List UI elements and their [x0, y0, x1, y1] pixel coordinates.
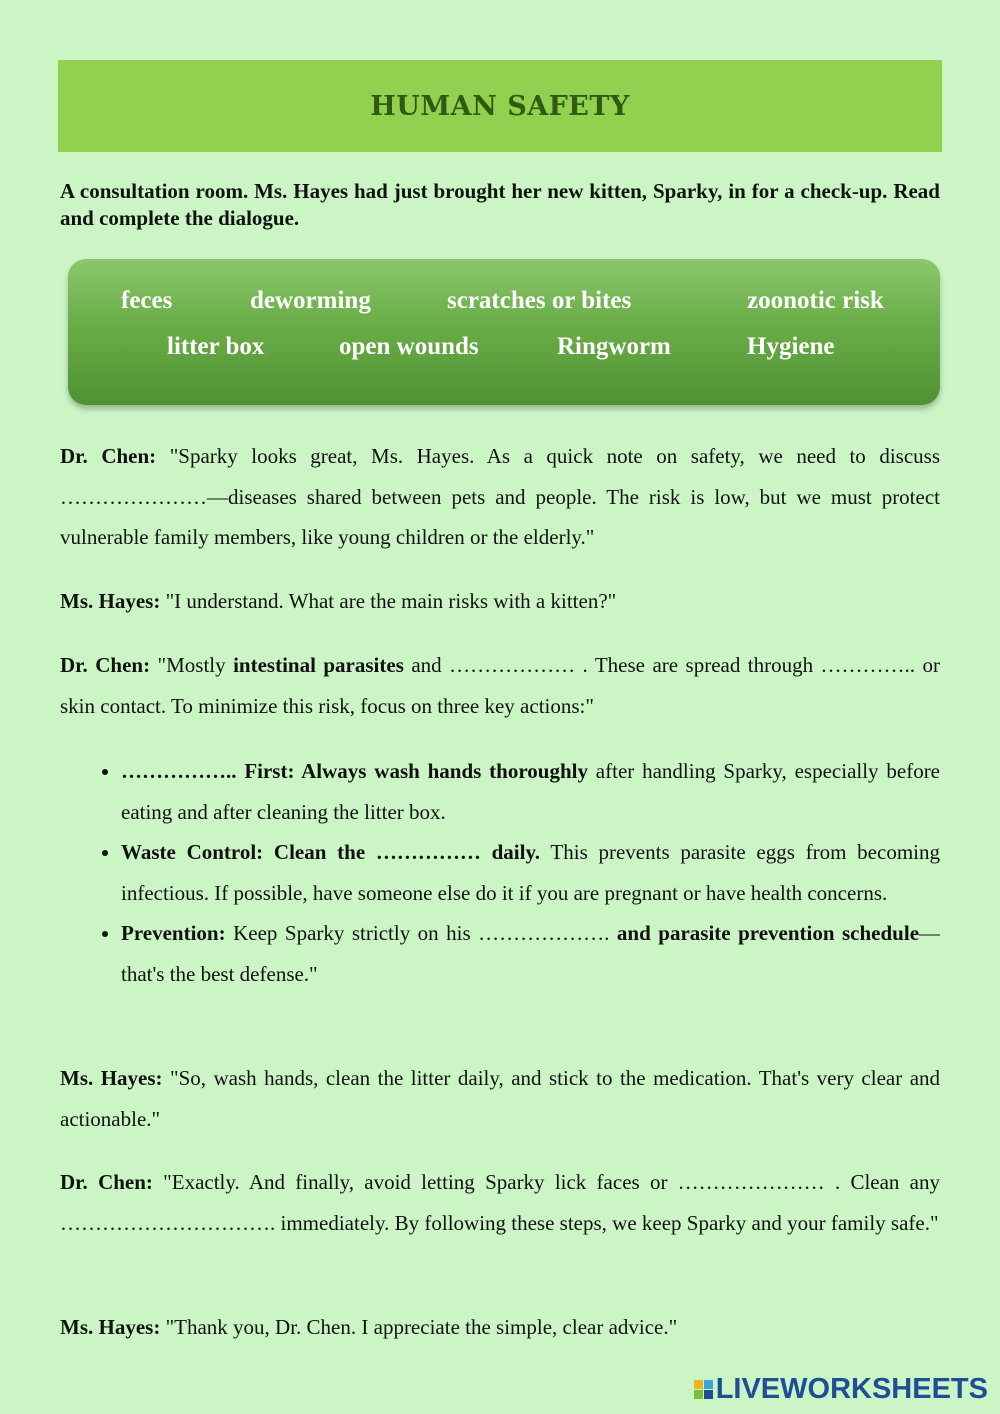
- list-item-bold: Waste Control: Clean the …………… daily.: [121, 840, 541, 864]
- list-item-bold: …………….. First: Always wash hands thoroughly: [121, 759, 588, 783]
- dialogue-text: "Exactly. And finally, avoid letting Sparky lick faces or ………………… . Clean any …………………………. immediately. By following these steps, we keep Sparky and your family safe.": [60, 1170, 941, 1235]
- word-bank-item: litter box: [167, 333, 265, 360]
- logo-block: [694, 1390, 703, 1399]
- list-item-text: This prevents parasite eggs from becoming infectious. If possible, have someone else do it if you are pregnant or have health concerns.: [121, 840, 940, 905]
- list-item: [121, 832, 940, 913]
- word-bank: [68, 259, 940, 405]
- dialogue-text: "Sparky looks great, Ms. Hayes. As a quick note on safety, we need to discuss …………………—diseases shared between pets and people. The risk is low, but we must protect vulnerable family members, like young children or the elderly.": [60, 444, 940, 549]
- list-item: [121, 913, 940, 994]
- instructions: A consultation room. Ms. Hayes had just brought her new kitten, Sparky, in for a check-up. Read and complete the dialogue.: [60, 179, 940, 230]
- logo-text: LIVEWORKSHEETS: [715, 1373, 988, 1405]
- logo-block: [704, 1390, 713, 1399]
- logo-block: [694, 1380, 703, 1389]
- dialogue-emphasis: intestinal parasites: [233, 653, 404, 677]
- word-bank-item: feces: [121, 287, 173, 314]
- dialogue-paragraph: [60, 436, 940, 558]
- dialogue-paragraph: [60, 1058, 940, 1139]
- dialogue-paragraph: [60, 1307, 940, 1348]
- speaker-label: Ms. Hayes:: [60, 589, 161, 613]
- title-banner: [58, 60, 942, 152]
- word-bank-item: zoonotic risk: [747, 287, 884, 314]
- dialogue-paragraph: [60, 645, 940, 726]
- speaker-label: Dr. Chen:: [60, 1170, 153, 1194]
- dialogue-text: "Mostly: [157, 653, 226, 677]
- dialogue-paragraph: [60, 581, 940, 622]
- list-item-text: —that's the best defense.": [121, 921, 941, 986]
- list-item-text: Keep Sparky strictly on his ……………….: [233, 921, 610, 945]
- speaker-label: Ms. Hayes:: [60, 1315, 161, 1339]
- word-bank-item: scratches or bites: [447, 287, 632, 314]
- list-item-text: after handling Sparky, especially before eating and after cleaning the litter box.: [121, 759, 941, 824]
- word-bank-item: open wounds: [339, 333, 479, 360]
- speaker-label: Dr. Chen:: [60, 444, 157, 468]
- dialogue-text: "So, wash hands, clean the litter daily, and stick to the medication. That's very clear and actionable.": [60, 1066, 941, 1131]
- list-item-bold: Prevention:: [121, 921, 226, 945]
- liveworksheets-logo[interactable]: [694, 1373, 988, 1406]
- logo-block: [704, 1380, 713, 1389]
- speaker-label: Ms. Hayes:: [60, 1066, 163, 1090]
- word-bank-item: Hygiene: [747, 333, 835, 360]
- word-bank-item: deworming: [250, 287, 371, 314]
- word-bank-item: Ringworm: [557, 333, 671, 360]
- dialogue-paragraph: [60, 1162, 940, 1243]
- page-title: HUMAN SAFETY: [370, 90, 630, 122]
- key-actions-list: [60, 751, 940, 994]
- liveworksheets-blocks-icon: [694, 1380, 713, 1399]
- speaker-label: Dr. Chen:: [60, 653, 151, 677]
- dialogue-text: "I understand. What are the main risks with a kitten?": [165, 589, 617, 613]
- list-item-bold: and parasite prevention schedule: [616, 921, 920, 945]
- list-item: [121, 751, 940, 832]
- dialogue-text: and ……………… . These are spread through ………….. or skin contact. To minimize this risk, focus on three key actions:": [60, 653, 940, 718]
- dialogue-text: "Thank you, Dr. Chen. I appreciate the simple, clear advice.": [165, 1315, 678, 1339]
